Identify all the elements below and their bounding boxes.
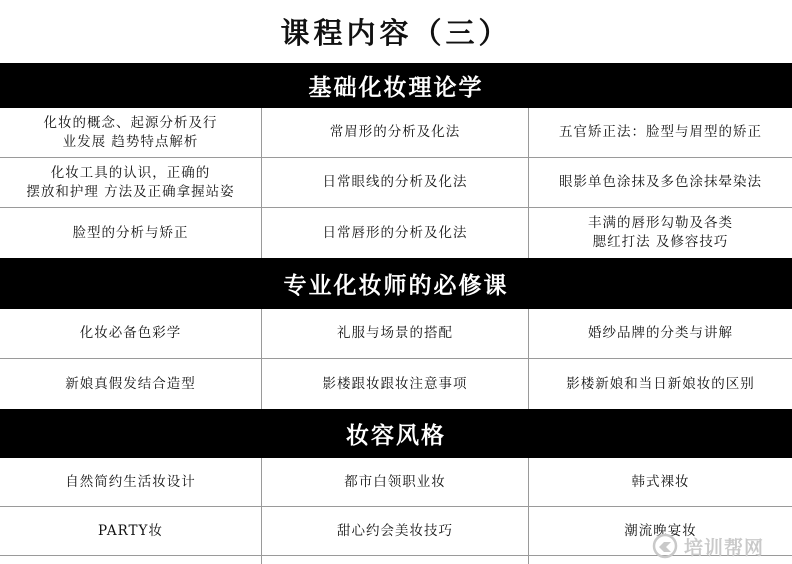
table-cell: 礼服与场景的搭配 [262, 309, 529, 358]
table-cell: 眼影单色涂抹及多色涂抹晕染法 [559, 174, 762, 190]
table-cell: 常眉形的分析及化法 [262, 108, 529, 157]
table-cell: 影楼新娘和当日新娘妆的区别 [566, 375, 755, 392]
section-heading-professional-course: 专业化妆师的必修课 [0, 258, 792, 309]
table-cell: 新娘真假发结合造型 [0, 359, 262, 409]
table-cell: 甜心约会美妆技巧 [262, 507, 529, 555]
table-cell: 韩式裸妆 [631, 473, 690, 490]
table-cell: 化妆工具的认识，正确的 摆放和护理 方法及正确拿握站姿 [0, 158, 262, 207]
table-cell: 脸型的分析与矫正 [0, 208, 262, 258]
table-cell: 丰满的唇形勾勒及各类 腮红打法 及修容技巧 [588, 215, 733, 250]
table-cell: 日常唇形的分析及化法 [262, 208, 529, 258]
watermark-text: 培训帮网 [684, 536, 765, 559]
page-title: 课程内容（三） [280, 15, 512, 50]
table-row [0, 208, 792, 258]
table-cell: 化妆的概念、起源分析及行 业发展 趋势特点解析 [0, 108, 262, 157]
watermark-logo-icon [652, 533, 678, 559]
table-row [0, 359, 792, 409]
table-cell-empty [262, 556, 529, 564]
table-cell: 影楼跟妆跟妆注意事项 [262, 359, 529, 409]
section-heading-basic-theory: 基础化妆理论学 [0, 63, 792, 108]
table-cell: 五官矫正法：脸型与眉型的矫正 [559, 124, 762, 140]
watermark [652, 531, 788, 561]
table-row [0, 108, 792, 158]
table-cell-empty [0, 556, 262, 564]
table-cell: PARTY妆 [0, 507, 262, 555]
table-cell: 都市白领职业妆 [262, 458, 529, 506]
table-row [0, 158, 792, 208]
table-cell: 日常眼线的分析及化法 [262, 158, 529, 207]
table-cell: 婚纱品牌的分类与讲解 [588, 325, 733, 341]
table-row [0, 309, 792, 359]
table-cell: 潮流晚宴妆 [624, 522, 697, 539]
table-cell: 化妆必备色彩学 [0, 309, 262, 358]
table-cell: 自然简约生活妆设计 [0, 458, 262, 506]
table-row [0, 458, 792, 507]
section-heading-makeup-styles: 妆容风格 [0, 409, 792, 458]
